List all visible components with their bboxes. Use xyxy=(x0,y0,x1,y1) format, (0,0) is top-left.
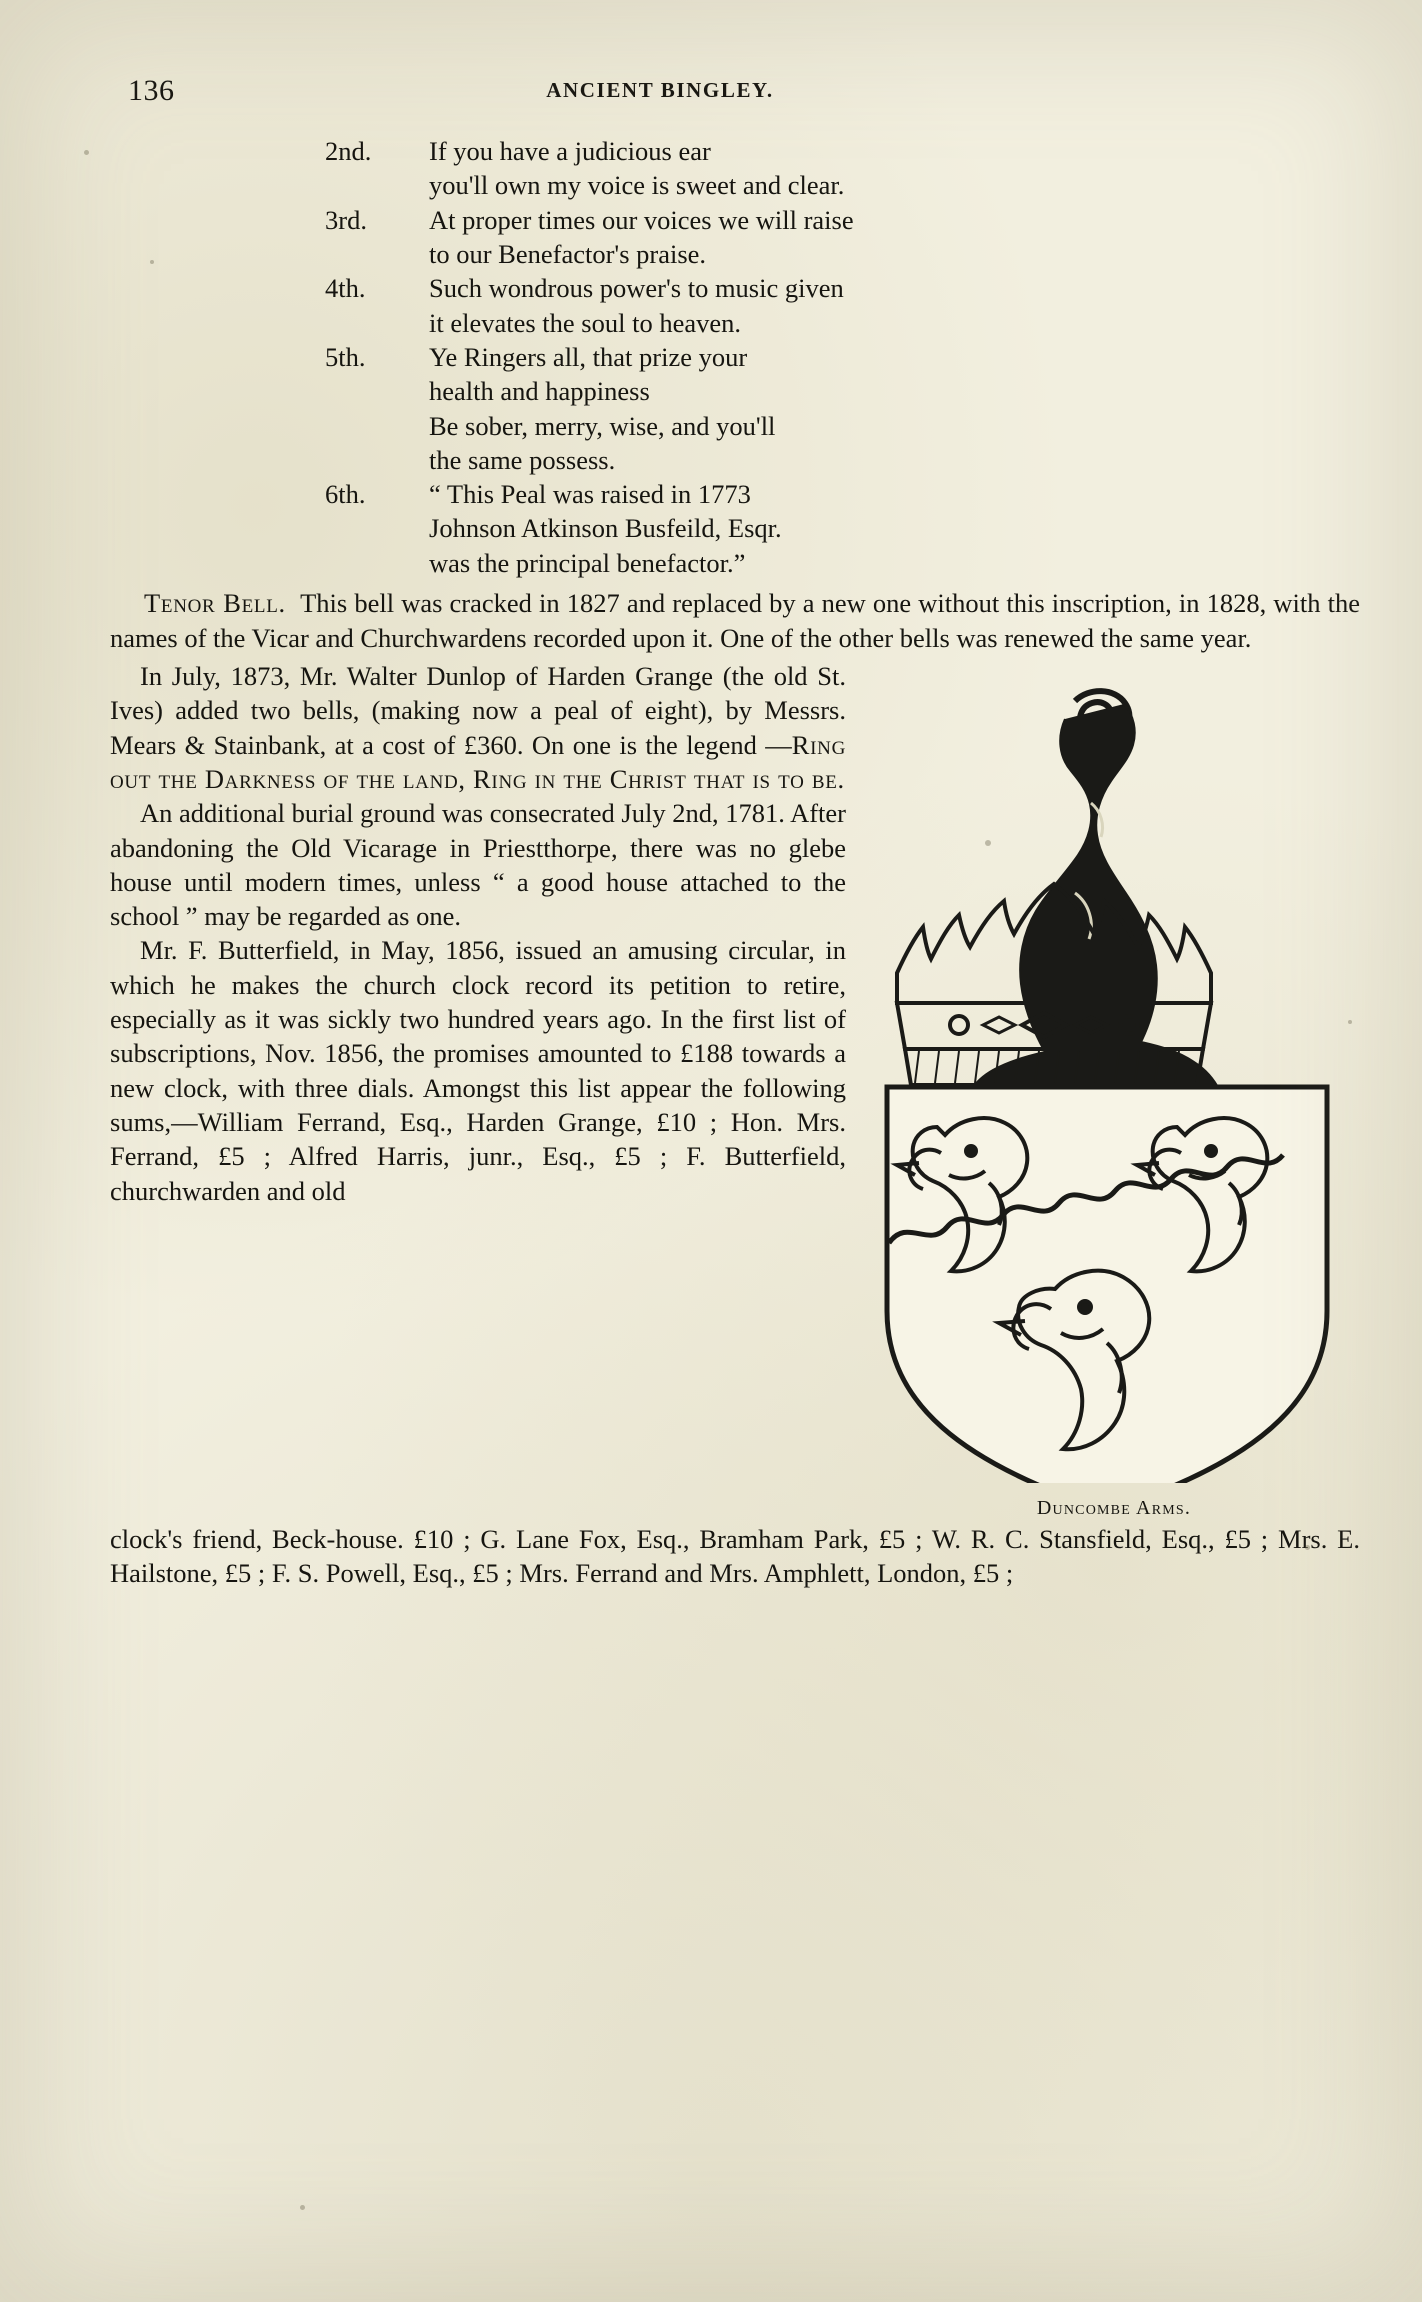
bell-legend-text: Ring out the Darkness of the land, Ring in the Christ that is to be. xyxy=(110,729,846,794)
figure-caption: Duncombe Arms. xyxy=(1036,1496,1192,1519)
verse-number: 3rd. xyxy=(325,204,367,235)
verse-item xyxy=(325,271,1360,340)
verse-line: to our Benefactor's praise. xyxy=(429,238,707,269)
paragraph-subscription-tail: clock's friend, Beck-house. £10 ; G. Lane Fox, Esq., Bramham Park, £5 ; W. R. C. Stansfield, Esq., £5 ; Mrs. E. Hailstone, £5 ; F. S. Powell, Esq., £5 ; Mrs. Ferrand and Mrs. Amphlett, London, £5 ; xyxy=(110,1523,1360,1589)
verse-item xyxy=(325,203,1360,272)
page-content xyxy=(110,60,1360,2240)
verse-line: Johnson Atkinson Busfeild, Esqr. xyxy=(429,513,782,544)
verse-line: the same possess. xyxy=(429,444,616,475)
butterfield-text: Mr. F. Butterfield, in May, 1856, issued an amusing circular, in which he makes the church clock record its petition to retire, especially as it was sickly two hundred years ago. In the first list of subscriptions, Nov. 1856, the promises amounted to £188 towards a new clock, with three dials. Amongst this list appear the following sums,—William Ferrand, Esq., Harden Grange, £10 ; Hon. Mrs. Ferrand, £5 ; Alfred Harris, junr., Esq., £5 ; F. Butterfield, churchwarden and old xyxy=(110,935,846,1206)
page-number: 136 xyxy=(128,74,175,107)
page-header xyxy=(110,60,1360,118)
figure-duncombe-arms xyxy=(868,683,1360,1520)
verse-lines xyxy=(429,271,844,340)
verse-number: 2nd. xyxy=(325,136,372,166)
verse-lines xyxy=(429,477,782,580)
verse-line: Ye Ringers all, that prize your xyxy=(429,341,748,372)
verse-line: it elevates the soul to heaven. xyxy=(429,307,742,338)
verse-item xyxy=(325,134,1360,203)
verse-lines xyxy=(429,340,775,477)
verse-line: health and happiness xyxy=(429,376,650,407)
paragraph-tenor-bell xyxy=(110,586,1360,655)
verse-number: 4th. xyxy=(325,273,366,304)
tenor-bell-label: Tenor Bell. xyxy=(144,588,286,619)
tenor-bell-text: This bell was cracked in 1827 and replaced by a new one without this inscription, in 1828, with the names of the Vicar and Churchwardens recorded upon it. One of the other bells was renewed the same year. xyxy=(110,588,1360,653)
bell-inscription-verses xyxy=(325,134,1360,580)
verse-line: “ This Peal was raised in 1773 xyxy=(429,479,751,510)
verse-lines xyxy=(429,134,844,203)
coat-of-arms-illustration xyxy=(879,683,1349,1483)
verse-line: At proper times our voices we will raise xyxy=(429,204,854,235)
verse-item xyxy=(325,477,1360,580)
running-title: ANCIENT BINGLEY. xyxy=(546,78,774,102)
verse-line: you'll own my voice is sweet and clear. xyxy=(429,170,845,201)
burial-ground-text: An additional burial ground was consecrated July 2nd, 1781. After abandoning the Old Vicarage in Priestthorpe, there was no glebe house until modern times, unless “ a good house attached to the school ” may be regarded as one. xyxy=(110,798,846,932)
verse-number: 5th. xyxy=(325,341,366,372)
paper-speck xyxy=(84,150,89,155)
shield xyxy=(887,1087,1327,1483)
verse-lines xyxy=(429,203,854,272)
verse-item xyxy=(325,340,1360,477)
verse-line: Be sober, merry, wise, and you'll xyxy=(429,410,776,441)
verse-line: If you have a judicious ear xyxy=(429,136,711,166)
text-and-figure-zone xyxy=(110,659,1360,1520)
verse-number: 6th. xyxy=(325,479,366,510)
verse-line: Such wondrous power's to music given xyxy=(429,273,844,304)
verse-line: was the principal benefactor.” xyxy=(429,547,746,578)
dunlop-text: In July, 1873, Mr. Walter Dunlop of Harden Grange (the old St. Ives) added two bells, (making now a peal of eight), by Messrs. Mears & Stainbank, at a cost of £360. On one is the legend — xyxy=(110,660,846,760)
